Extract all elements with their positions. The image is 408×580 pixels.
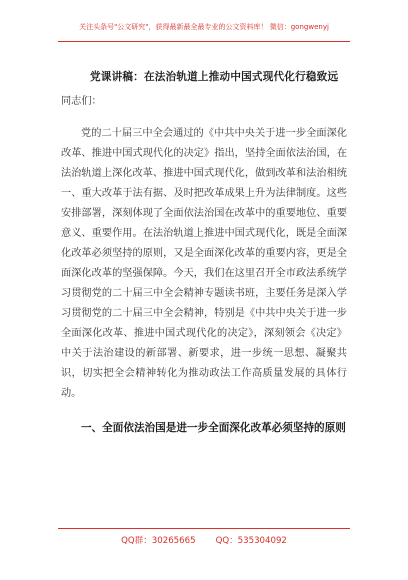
document-title: 党课讲稿：在法治轨道上推动中国式现代化行稳致远 [90,71,339,83]
footer-qq: QQ：535304092 [215,536,287,546]
header-rule [58,41,350,42]
salutation: 同志们： [61,96,102,107]
header-note: 关注头条号"公文研究"，获得最新最全最专业的公文资料库！ 微信：gongwenyj [79,23,329,31]
footer-contact [58,535,350,547]
footer-rule [58,528,350,529]
footer-qq-group: QQ群：30265665 [121,536,196,546]
body-paragraph: 党的二十届三中全会通过的《中共中央关于进一步全面深化改革、推进中国式现代化的决定》指出，坚持全面依法治国，在法治轨道上深化改革、推进中国式现代化，做到改革和法治相统一、重大改革于法有据、及时把改革成果上升为法律制度。这些安排部署，深刻体现了全面依法治国在改革中的重要地位、重要意义、重要作用。在法治轨道上推进中国式现代化，既是全面深化改革必须坚持的原则，又是全面深化改革的重要内容，更是全面深化改革的坚强保障。今天，我们在这里召开全市政法系统学习贯彻党的二十届三中全会精神专题读书班，主要任务是深入学习贯彻党的二十届三中全会精神，特别是《中共中央关于进一步全面深化改革、推进中国式现代化的决定》，深刻领会《决定》中关于法治建设的新部署、新要求，进一步统一思想、凝聚共识，切实把全会精神转化为推动政法工作高质量发展的具体行动。 [61,128,347,399]
section-heading: 一、全面依法治国是进一步全面深化改革必须坚持的原则 [81,422,346,434]
